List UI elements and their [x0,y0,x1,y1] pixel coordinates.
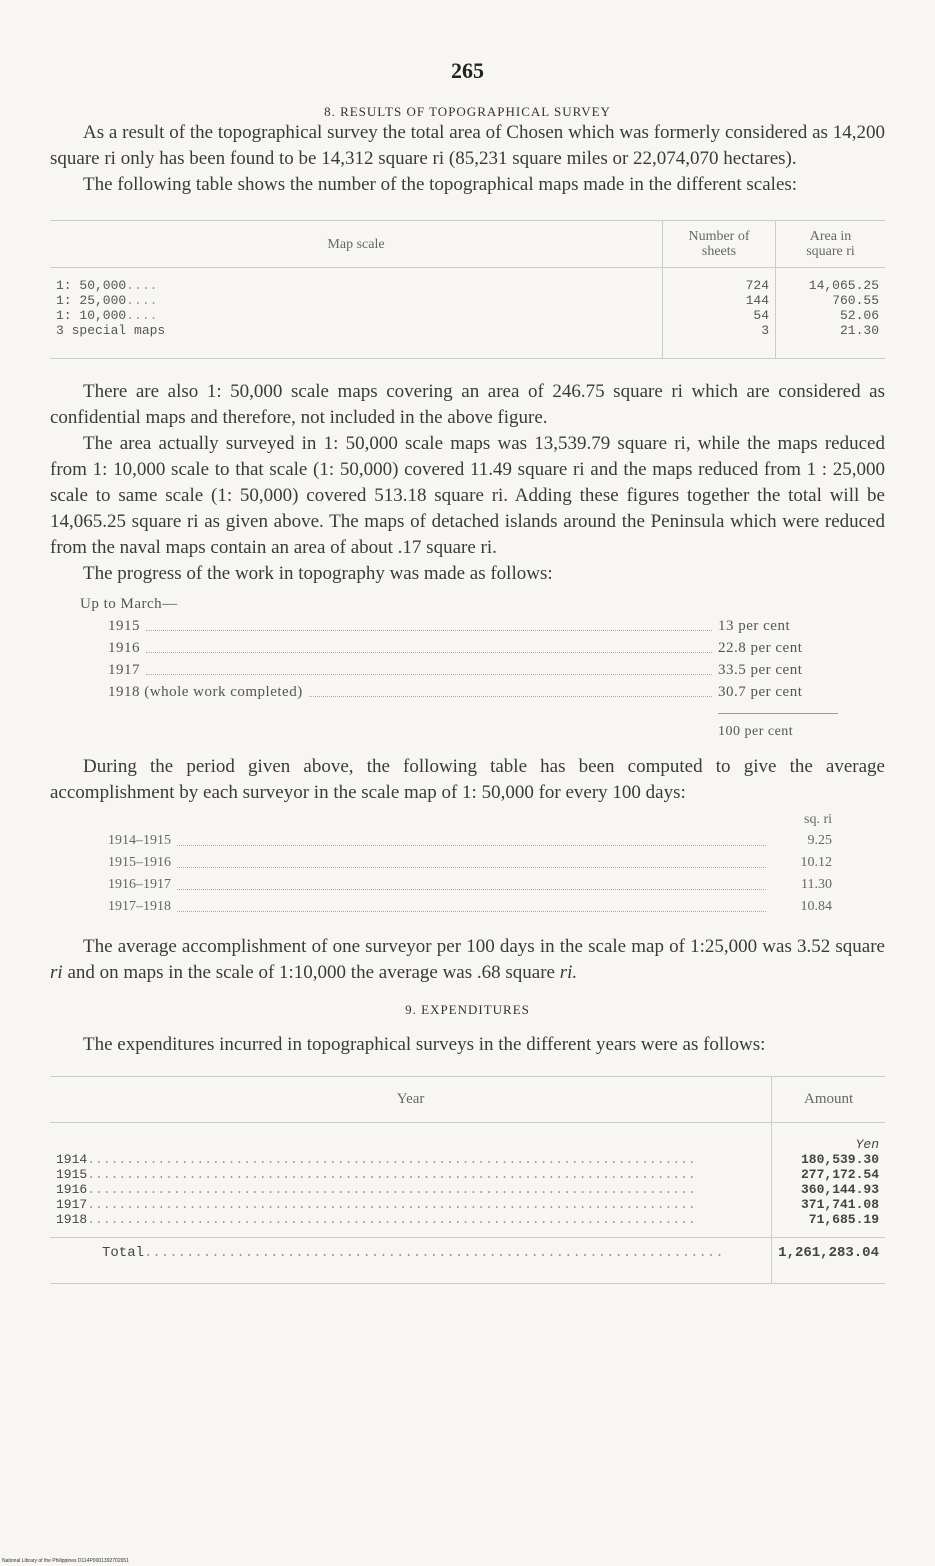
document-page [50,0,885,1284]
area-cell: 14,065.25 [776,268,886,294]
list-item [108,615,838,637]
accomplishment-value: 10.12 [800,855,832,870]
table-row: 1918.............................................................................. 71,685.19 [50,1212,885,1238]
map-scale-cell: 1: 50,000 [56,278,127,293]
accomplishment-period: 1915–1916 [108,855,171,870]
list-item [108,874,832,896]
year-cell: 1917 [56,1197,88,1212]
header-sheets-line1: Number of [688,229,750,244]
text-run: and on maps in the scale of 1:10,000 the average was .68 square [62,962,560,983]
map-scale-cell: 3 special maps [56,323,166,338]
amount-cell: 277,172.54 [772,1167,885,1182]
area-cell: 21.30 [776,323,886,359]
header-area-line1: Area in [809,229,852,244]
list-item [108,681,838,703]
total-amount: 1,261,283.04 [772,1238,885,1284]
table-row: 1: 25,000.... 144 760.55 [50,293,885,308]
progress-value: 33.5 per cent [718,662,803,678]
paragraph-progress-intro: The progress of the work in topography was made as follows: [83,563,553,584]
header-area [776,221,886,268]
list-item [108,830,832,852]
list-item [108,637,838,659]
header-sheets-line2: sheets [701,244,737,259]
archive-footer: National Library of the Philippines D114P0001392702651 [2,1558,129,1564]
list-item [108,852,832,874]
year-cell: 1918 [56,1212,88,1227]
amount-cell: 360,144.93 [772,1182,885,1197]
paragraph-confidential-maps: There are also 1: 50,000 scale maps covering an area of 246.75 square ri which are considered as confidential maps and therefore, not included in the above figure. [50,381,885,428]
progress-value: 22.8 per cent [718,640,803,656]
progress-year: 1918 (whole work completed) [108,684,303,700]
table-row: 1914.............................................................................. 180,539.30 [50,1152,885,1167]
progress-year: 1916 [108,640,140,656]
progress-year: 1917 [108,662,140,678]
header-amount: Amount [772,1077,885,1123]
paragraph-area-surveyed: The area actually surveyed in 1: 50,000 scale maps was 13,539.79 square ri, while the maps reduced from 1: 10,000 scale to that scale (1: 50,000) covered 11.49 square ri and the maps reduced from 1 : 25,000 scale to same scale (1: 50,000) covered 513.18 square ri. Adding these figures together the total will be 14,065.25 square ri as given above. The maps of detached islands around the Peninsula which were reduced from the naval maps contain an area of about .17 square ri. [50,433,885,558]
area-cell: 760.55 [776,293,886,308]
text-run-italic: ri. [559,962,578,983]
sheets-cell: 724 [663,268,776,294]
header-map-scale: Map scale [50,221,663,268]
table-row: 1: 50,000.... 724 14,065.25 [50,268,885,294]
page-number: 265 [451,58,484,83]
total-label: Total [102,1245,145,1261]
paragraph-table-intro: The following table shows the number of the topographical maps made in the different scales: [83,174,798,195]
paragraph-total-area: As a result of the topographical survey the total area of Chosen which was formerly considered as 14,200 square ri only has been found to be 14,312 square ri (85,231 square miles or 22,074,070 hectares). [50,122,885,169]
progress-total: 100 per cent [718,713,838,740]
progress-heading: Up to March— [80,596,178,612]
list-item [108,659,838,681]
table-row: 1916.............................................................................. 360,144.93 [50,1182,885,1197]
text-run-italic: ri [50,962,63,983]
text-run: The average accomplishment of one surveyor per 100 days in the scale map of 1:25,000 was 3.52 square [83,936,885,957]
accomplishment-period: 1914–1915 [108,833,171,848]
accomplishment-value: 9.25 [807,833,832,848]
progress-year: 1915 [108,618,140,634]
expenditures-table [50,1076,885,1284]
year-cell: 1915 [56,1167,88,1182]
total-row: Total..................................................................... 1,261,283.04 [50,1238,885,1284]
progress-list [50,593,885,740]
sheets-cell: 144 [663,293,776,308]
section-8-title: 8. RESULTS OF TOPOGRAPHICAL SURVEY [324,104,611,119]
paragraph-accomplishment-intro: During the period given above, the following table has been computed to give the average accomplishment by each surveyor in the scale map of 1: 50,000 for every 100 days: [50,756,885,803]
amount-cell: 180,539.30 [772,1152,885,1167]
accomplishment-period: 1917–1918 [108,899,171,914]
sheets-cell: 3 [663,323,776,359]
accomplishment-value: 11.30 [801,877,832,892]
section-9-title: 9. EXPENDITURES [405,1002,530,1017]
accomplishment-unit: sq. ri [804,812,832,827]
header-area-line2: square ri [806,244,855,259]
header-year: Year [50,1077,772,1123]
progress-value: 30.7 per cent [718,684,803,700]
amount-cell: 371,741.08 [772,1197,885,1212]
table-row: 1917.............................................................................. 371,741.08 [50,1197,885,1212]
table-row: 1: 10,000.... 54 52.06 [50,308,885,323]
header-number-of-sheets [663,221,776,268]
paragraph-expenditures-intro: The expenditures incurred in topographical surveys in the different years were as follows: [83,1034,766,1055]
list-item [108,896,832,918]
table-row: 1915.............................................................................. 277,172.54 [50,1167,885,1182]
table-row [50,323,885,359]
accomplishment-list [50,810,885,918]
area-cell: 52.06 [776,308,886,323]
amount-cell: 71,685.19 [772,1212,885,1238]
paragraph-average-accomplishment [50,934,885,986]
year-cell: 1916 [56,1182,88,1197]
progress-value: 13 per cent [718,618,791,634]
sheets-cell: 54 [663,308,776,323]
year-cell: 1914 [56,1152,88,1167]
map-scale-table [50,220,885,359]
map-scale-cell: 1: 10,000 [56,308,127,323]
accomplishment-period: 1916–1917 [108,877,171,892]
currency-label: Yen [772,1123,885,1153]
accomplishment-value: 10.84 [800,899,832,914]
map-scale-cell: 1: 25,000 [56,293,127,308]
